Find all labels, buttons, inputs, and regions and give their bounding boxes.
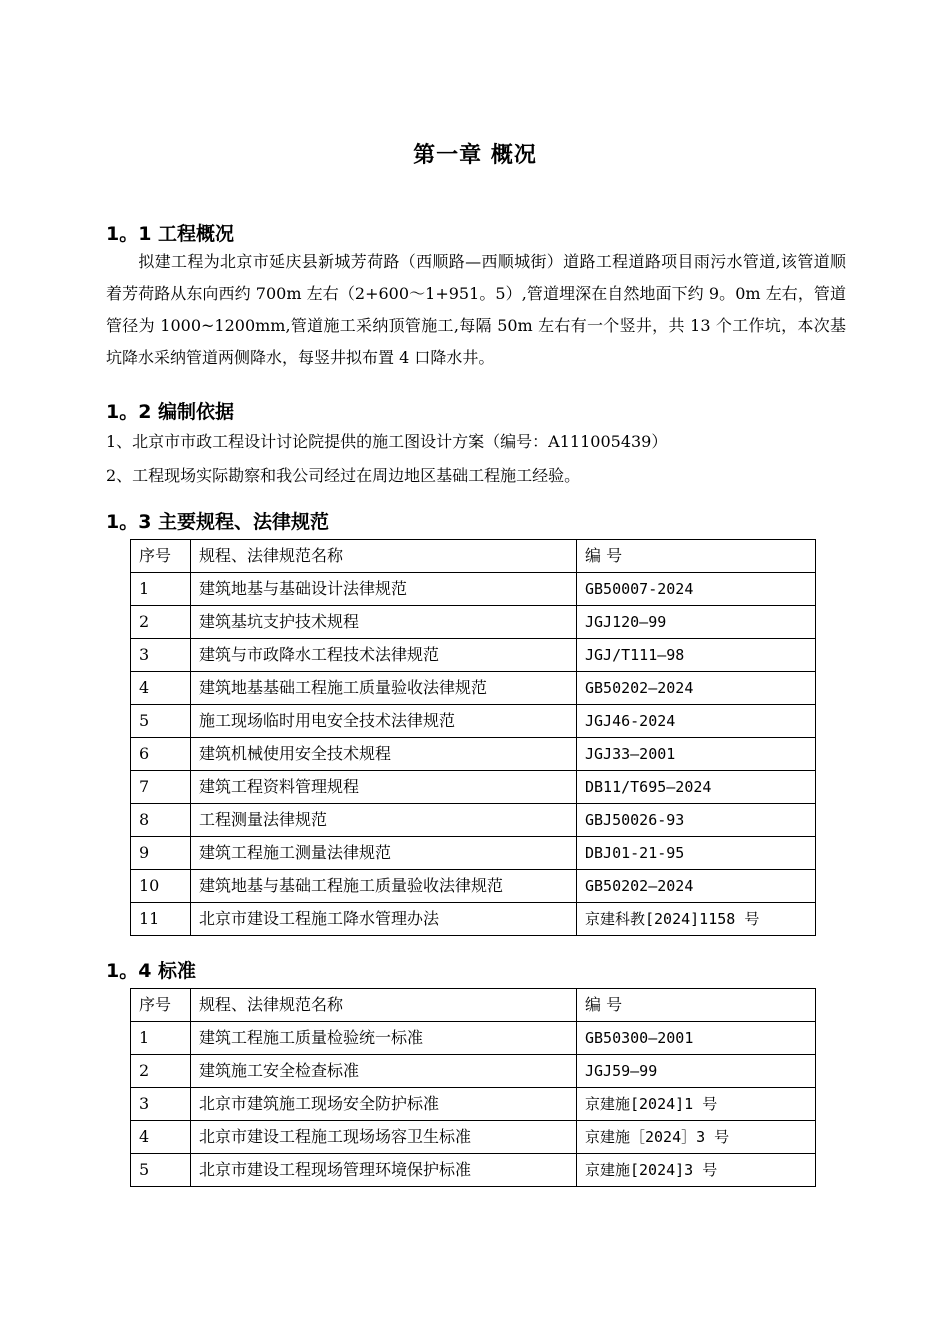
table-row [131,738,816,771]
row-code: JGJ46-2024 [577,705,816,738]
row-no: 7 [131,771,191,804]
section-heading-standards: 1。4 标准 [106,960,197,982]
row-code: 京建施[2024]1 号 [577,1088,816,1121]
row-code: GBJ50026-93 [577,804,816,837]
table-row [131,672,816,705]
section-heading-basis: 1。2 编制依据 [106,401,235,423]
row-no: 4 [131,1121,191,1154]
row-name: 建筑机械使用安全技术规程 [191,738,577,771]
row-code: 京建科教[2024]1158 号 [577,903,816,936]
row-no: 9 [131,837,191,870]
row-code: JGJ33—2001 [577,738,816,771]
row-name: 建筑地基与基础工程施工质量验收法律规范 [191,870,577,903]
table-header-row [131,540,816,573]
row-code: 京建施[2024]3 号 [577,1154,816,1187]
row-name: 建筑工程资料管理规程 [191,771,577,804]
row-no: 1 [131,573,191,606]
table-row [131,1022,816,1055]
row-no: 10 [131,870,191,903]
basis-item-1: 1、北京市市政工程设计讨论院提供的施工图设计方案（编号：A111005439） [106,432,668,451]
table-row [131,1121,816,1154]
table-row [131,837,816,870]
row-no: 3 [131,639,191,672]
table-row [131,573,816,606]
row-name: 建筑施工安全检查标准 [191,1055,577,1088]
row-name: 建筑与市政降水工程技术法律规范 [191,639,577,672]
table-row [131,870,816,903]
row-name: 工程测量法律规范 [191,804,577,837]
row-name: 北京市建设工程施工现场场容卫生标准 [191,1121,577,1154]
row-no: 1 [131,1022,191,1055]
row-code: DB11/T695—2024 [577,771,816,804]
row-no: 5 [131,1154,191,1187]
row-no: 2 [131,1055,191,1088]
row-name: 北京市建设工程施工降水管理办法 [191,903,577,936]
row-no: 5 [131,705,191,738]
row-code: JGJ/T111—98 [577,639,816,672]
header-code: 编 号 [577,989,816,1022]
row-no: 2 [131,606,191,639]
header-code: 编 号 [577,540,816,573]
table-row [131,639,816,672]
table-row [131,705,816,738]
row-no: 3 [131,1088,191,1121]
table-header-row [131,989,816,1022]
row-name: 建筑工程施工测量法律规范 [191,837,577,870]
header-name: 规程、法律规范名称 [191,540,577,573]
standards-table [130,988,816,1187]
header-no: 序号 [131,540,191,573]
row-name: 北京市建筑施工现场安全防护标准 [191,1088,577,1121]
table-row [131,804,816,837]
table-row [131,606,816,639]
row-code: DBJ01-21-95 [577,837,816,870]
table-row [131,1154,816,1187]
row-code: JGJ120—99 [577,606,816,639]
chapter-title: 第一章 概况 [413,143,537,168]
overview-paragraph [106,246,846,374]
row-code: JGJ59—99 [577,1055,816,1088]
header-no: 序号 [131,989,191,1022]
regulations-table [130,539,816,936]
overview-paragraph-text: 拟建工程为北京市延庆县新城芳荷路（西顺路—西顺城街）道路工程道路项目雨污水管道,该管道顺着芳荷路从东向西约 700m 左右（2+600～1+951。5）,管道埋深在自然地面下约 9。0m 左右，管道管径为 1000~1200mm,管道施工采纳顶管施工,每隔 50m 左右有一个竖井，共 13 个工作坑，本次基坑降水采纳管道两侧降水，每竖井拟布置 4 口降水井。 [106,252,846,367]
row-no: 6 [131,738,191,771]
row-name: 建筑基坑支护技术规程 [191,606,577,639]
table-row [131,1088,816,1121]
row-name: 建筑地基基础工程施工质量验收法律规范 [191,672,577,705]
row-code: 京建施［2024］3 号 [577,1121,816,1154]
row-code: GB50202—2024 [577,870,816,903]
row-code: GB50202—2024 [577,672,816,705]
table-row [131,903,816,936]
table-row [131,1055,816,1088]
row-no: 8 [131,804,191,837]
row-name: 施工现场临时用电安全技术法律规范 [191,705,577,738]
basis-item-2: 2、工程现场实际勘察和我公司经过在周边地区基础工程施工经验。 [106,466,581,485]
section-heading-overview: 1。1 工程概况 [106,223,235,245]
header-name: 规程、法律规范名称 [191,989,577,1022]
row-name: 北京市建设工程现场管理环境保护标准 [191,1154,577,1187]
row-name: 建筑地基与基础设计法律规范 [191,573,577,606]
row-no: 4 [131,672,191,705]
row-name: 建筑工程施工质量检验统一标准 [191,1022,577,1055]
section-heading-regulations: 1。3 主要规程、法律规范 [106,511,330,533]
row-no: 11 [131,903,191,936]
row-code: GB50300—2001 [577,1022,816,1055]
table-row [131,771,816,804]
row-code: GB50007-2024 [577,573,816,606]
